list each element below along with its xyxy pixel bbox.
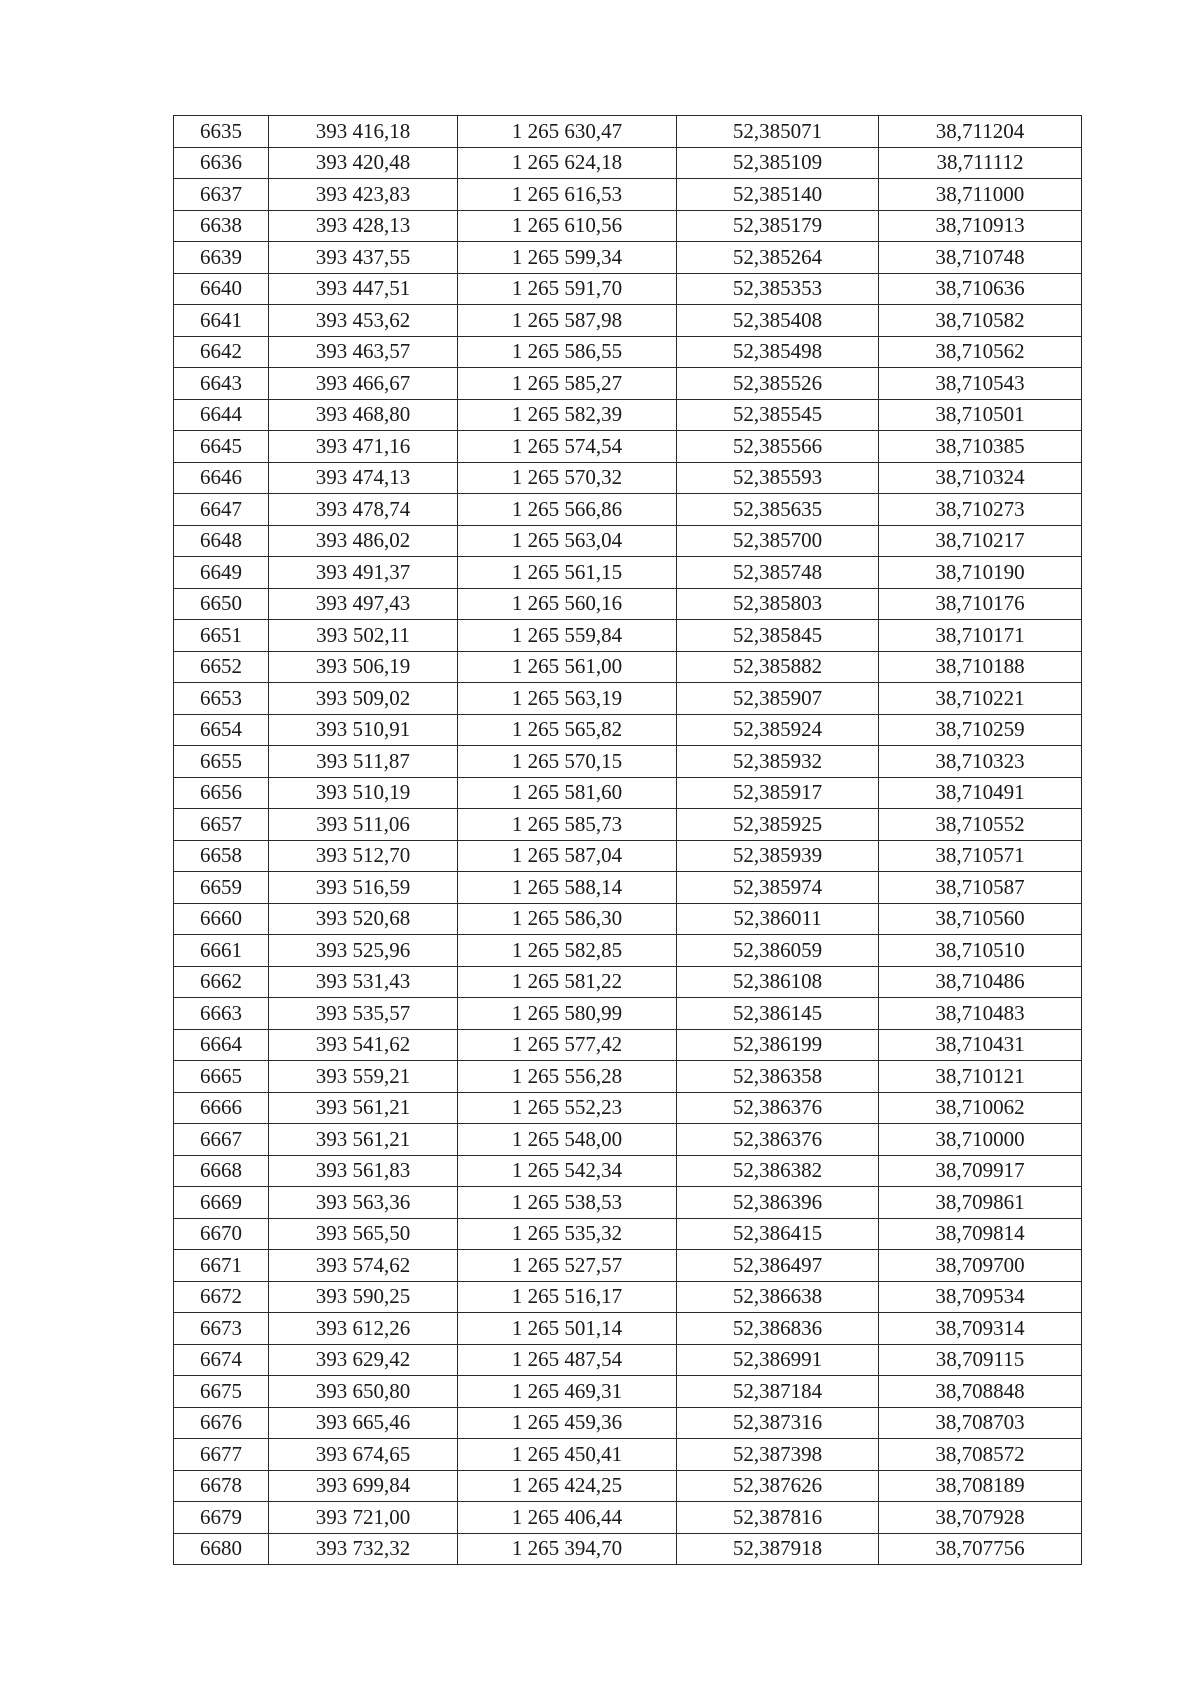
y-coordinate-cell: 1 265 394,70 xyxy=(458,1533,677,1565)
longitude-cell: 38,710913 xyxy=(879,210,1082,242)
longitude-cell: 38,710324 xyxy=(879,462,1082,494)
table-row xyxy=(174,368,1082,400)
table-row xyxy=(174,273,1082,305)
point-number-cell: 6668 xyxy=(174,1155,269,1187)
x-coordinate-cell: 393 574,62 xyxy=(269,1250,458,1282)
table-row xyxy=(174,557,1082,589)
y-coordinate-cell: 1 265 566,86 xyxy=(458,494,677,526)
latitude-cell: 52,385593 xyxy=(677,462,879,494)
x-coordinate-cell: 393 474,13 xyxy=(269,462,458,494)
latitude-cell: 52,385939 xyxy=(677,840,879,872)
latitude-cell: 52,385140 xyxy=(677,179,879,211)
x-coordinate-cell: 393 565,50 xyxy=(269,1218,458,1250)
point-number-cell: 6642 xyxy=(174,336,269,368)
y-coordinate-cell: 1 265 538,53 xyxy=(458,1187,677,1219)
x-coordinate-cell: 393 463,57 xyxy=(269,336,458,368)
y-coordinate-cell: 1 265 563,04 xyxy=(458,525,677,557)
table-row xyxy=(174,746,1082,778)
latitude-cell: 52,385803 xyxy=(677,588,879,620)
longitude-cell: 38,709314 xyxy=(879,1313,1082,1345)
latitude-cell: 52,386497 xyxy=(677,1250,879,1282)
point-number-cell: 6647 xyxy=(174,494,269,526)
y-coordinate-cell: 1 265 501,14 xyxy=(458,1313,677,1345)
coordinates-table-body xyxy=(174,116,1082,1565)
x-coordinate-cell: 393 612,26 xyxy=(269,1313,458,1345)
table-row xyxy=(174,462,1082,494)
latitude-cell: 52,385408 xyxy=(677,305,879,337)
longitude-cell: 38,710385 xyxy=(879,431,1082,463)
y-coordinate-cell: 1 265 585,73 xyxy=(458,809,677,841)
y-coordinate-cell: 1 265 542,34 xyxy=(458,1155,677,1187)
latitude-cell: 52,386638 xyxy=(677,1281,879,1313)
table-row xyxy=(174,777,1082,809)
point-number-cell: 6675 xyxy=(174,1376,269,1408)
y-coordinate-cell: 1 265 577,42 xyxy=(458,1029,677,1061)
table-row xyxy=(174,966,1082,998)
latitude-cell: 52,386108 xyxy=(677,966,879,998)
longitude-cell: 38,711000 xyxy=(879,179,1082,211)
latitude-cell: 52,386358 xyxy=(677,1061,879,1093)
point-number-cell: 6652 xyxy=(174,651,269,683)
x-coordinate-cell: 393 732,32 xyxy=(269,1533,458,1565)
point-number-cell: 6664 xyxy=(174,1029,269,1061)
coordinates-table xyxy=(173,115,1082,1565)
x-coordinate-cell: 393 650,80 xyxy=(269,1376,458,1408)
latitude-cell: 52,386011 xyxy=(677,903,879,935)
latitude-cell: 52,386199 xyxy=(677,1029,879,1061)
y-coordinate-cell: 1 265 570,15 xyxy=(458,746,677,778)
table-row xyxy=(174,1124,1082,1156)
y-coordinate-cell: 1 265 559,84 xyxy=(458,620,677,652)
longitude-cell: 38,708703 xyxy=(879,1407,1082,1439)
point-number-cell: 6678 xyxy=(174,1470,269,1502)
longitude-cell: 38,710543 xyxy=(879,368,1082,400)
point-number-cell: 6637 xyxy=(174,179,269,211)
table-row xyxy=(174,336,1082,368)
table-row xyxy=(174,1313,1082,1345)
x-coordinate-cell: 393 531,43 xyxy=(269,966,458,998)
point-number-cell: 6639 xyxy=(174,242,269,274)
longitude-cell: 38,710582 xyxy=(879,305,1082,337)
longitude-cell: 38,710176 xyxy=(879,588,1082,620)
table-row xyxy=(174,1092,1082,1124)
longitude-cell: 38,710217 xyxy=(879,525,1082,557)
latitude-cell: 52,387918 xyxy=(677,1533,879,1565)
table-row xyxy=(174,525,1082,557)
table-row xyxy=(174,714,1082,746)
y-coordinate-cell: 1 265 587,04 xyxy=(458,840,677,872)
y-coordinate-cell: 1 265 630,47 xyxy=(458,116,677,148)
point-number-cell: 6670 xyxy=(174,1218,269,1250)
latitude-cell: 52,385917 xyxy=(677,777,879,809)
x-coordinate-cell: 393 509,02 xyxy=(269,683,458,715)
longitude-cell: 38,710552 xyxy=(879,809,1082,841)
longitude-cell: 38,709115 xyxy=(879,1344,1082,1376)
longitude-cell: 38,710431 xyxy=(879,1029,1082,1061)
latitude-cell: 52,387316 xyxy=(677,1407,879,1439)
latitude-cell: 52,387184 xyxy=(677,1376,879,1408)
table-row xyxy=(174,210,1082,242)
latitude-cell: 52,385974 xyxy=(677,872,879,904)
x-coordinate-cell: 393 497,43 xyxy=(269,588,458,620)
latitude-cell: 52,387626 xyxy=(677,1470,879,1502)
point-number-cell: 6638 xyxy=(174,210,269,242)
y-coordinate-cell: 1 265 527,57 xyxy=(458,1250,677,1282)
y-coordinate-cell: 1 265 561,00 xyxy=(458,651,677,683)
table-row xyxy=(174,1029,1082,1061)
y-coordinate-cell: 1 265 616,53 xyxy=(458,179,677,211)
y-coordinate-cell: 1 265 556,28 xyxy=(458,1061,677,1093)
longitude-cell: 38,710221 xyxy=(879,683,1082,715)
point-number-cell: 6661 xyxy=(174,935,269,967)
x-coordinate-cell: 393 447,51 xyxy=(269,273,458,305)
point-number-cell: 6645 xyxy=(174,431,269,463)
x-coordinate-cell: 393 561,83 xyxy=(269,1155,458,1187)
point-number-cell: 6658 xyxy=(174,840,269,872)
x-coordinate-cell: 393 525,96 xyxy=(269,935,458,967)
point-number-cell: 6646 xyxy=(174,462,269,494)
x-coordinate-cell: 393 506,19 xyxy=(269,651,458,683)
latitude-cell: 52,386415 xyxy=(677,1218,879,1250)
x-coordinate-cell: 393 535,57 xyxy=(269,998,458,1030)
longitude-cell: 38,710560 xyxy=(879,903,1082,935)
table-row xyxy=(174,1187,1082,1219)
point-number-cell: 6644 xyxy=(174,399,269,431)
table-row xyxy=(174,1344,1082,1376)
longitude-cell: 38,710491 xyxy=(879,777,1082,809)
x-coordinate-cell: 393 453,62 xyxy=(269,305,458,337)
point-number-cell: 6655 xyxy=(174,746,269,778)
point-number-cell: 6650 xyxy=(174,588,269,620)
table-row xyxy=(174,1281,1082,1313)
point-number-cell: 6669 xyxy=(174,1187,269,1219)
y-coordinate-cell: 1 265 580,99 xyxy=(458,998,677,1030)
point-number-cell: 6672 xyxy=(174,1281,269,1313)
latitude-cell: 52,386059 xyxy=(677,935,879,967)
table-row xyxy=(174,903,1082,935)
point-number-cell: 6667 xyxy=(174,1124,269,1156)
longitude-cell: 38,709700 xyxy=(879,1250,1082,1282)
latitude-cell: 52,385109 xyxy=(677,147,879,179)
point-number-cell: 6662 xyxy=(174,966,269,998)
point-number-cell: 6671 xyxy=(174,1250,269,1282)
y-coordinate-cell: 1 265 599,34 xyxy=(458,242,677,274)
longitude-cell: 38,707756 xyxy=(879,1533,1082,1565)
longitude-cell: 38,708848 xyxy=(879,1376,1082,1408)
table-row xyxy=(174,1533,1082,1565)
x-coordinate-cell: 393 665,46 xyxy=(269,1407,458,1439)
table-row xyxy=(174,588,1082,620)
y-coordinate-cell: 1 265 582,39 xyxy=(458,399,677,431)
table-row xyxy=(174,1250,1082,1282)
x-coordinate-cell: 393 491,37 xyxy=(269,557,458,589)
latitude-cell: 52,385498 xyxy=(677,336,879,368)
table-row xyxy=(174,1061,1082,1093)
x-coordinate-cell: 393 471,16 xyxy=(269,431,458,463)
y-coordinate-cell: 1 265 516,17 xyxy=(458,1281,677,1313)
longitude-cell: 38,710571 xyxy=(879,840,1082,872)
latitude-cell: 52,386836 xyxy=(677,1313,879,1345)
x-coordinate-cell: 393 502,11 xyxy=(269,620,458,652)
longitude-cell: 38,710510 xyxy=(879,935,1082,967)
point-number-cell: 6656 xyxy=(174,777,269,809)
x-coordinate-cell: 393 699,84 xyxy=(269,1470,458,1502)
point-number-cell: 6648 xyxy=(174,525,269,557)
table-row xyxy=(174,1155,1082,1187)
x-coordinate-cell: 393 520,68 xyxy=(269,903,458,935)
latitude-cell: 52,385071 xyxy=(677,116,879,148)
longitude-cell: 38,711112 xyxy=(879,147,1082,179)
y-coordinate-cell: 1 265 624,18 xyxy=(458,147,677,179)
y-coordinate-cell: 1 265 548,00 xyxy=(458,1124,677,1156)
point-number-cell: 6635 xyxy=(174,116,269,148)
y-coordinate-cell: 1 265 574,54 xyxy=(458,431,677,463)
point-number-cell: 6674 xyxy=(174,1344,269,1376)
longitude-cell: 38,710748 xyxy=(879,242,1082,274)
table-row xyxy=(174,809,1082,841)
point-number-cell: 6666 xyxy=(174,1092,269,1124)
table-row xyxy=(174,1470,1082,1502)
x-coordinate-cell: 393 721,00 xyxy=(269,1502,458,1534)
longitude-cell: 38,710062 xyxy=(879,1092,1082,1124)
table-row xyxy=(174,242,1082,274)
y-coordinate-cell: 1 265 581,22 xyxy=(458,966,677,998)
point-number-cell: 6643 xyxy=(174,368,269,400)
table-row xyxy=(174,1376,1082,1408)
x-coordinate-cell: 393 486,02 xyxy=(269,525,458,557)
point-number-cell: 6663 xyxy=(174,998,269,1030)
longitude-cell: 38,710483 xyxy=(879,998,1082,1030)
longitude-cell: 38,710171 xyxy=(879,620,1082,652)
point-number-cell: 6660 xyxy=(174,903,269,935)
latitude-cell: 52,387398 xyxy=(677,1439,879,1471)
x-coordinate-cell: 393 510,91 xyxy=(269,714,458,746)
longitude-cell: 38,710188 xyxy=(879,651,1082,683)
x-coordinate-cell: 393 468,80 xyxy=(269,399,458,431)
longitude-cell: 38,709861 xyxy=(879,1187,1082,1219)
table-row xyxy=(174,116,1082,148)
x-coordinate-cell: 393 561,21 xyxy=(269,1124,458,1156)
latitude-cell: 52,385700 xyxy=(677,525,879,557)
longitude-cell: 38,710259 xyxy=(879,714,1082,746)
point-number-cell: 6653 xyxy=(174,683,269,715)
x-coordinate-cell: 393 541,62 xyxy=(269,1029,458,1061)
table-row xyxy=(174,1218,1082,1250)
x-coordinate-cell: 393 478,74 xyxy=(269,494,458,526)
y-coordinate-cell: 1 265 581,60 xyxy=(458,777,677,809)
longitude-cell: 38,707928 xyxy=(879,1502,1082,1534)
longitude-cell: 38,710486 xyxy=(879,966,1082,998)
latitude-cell: 52,385932 xyxy=(677,746,879,778)
longitude-cell: 38,711204 xyxy=(879,116,1082,148)
latitude-cell: 52,386991 xyxy=(677,1344,879,1376)
x-coordinate-cell: 393 511,87 xyxy=(269,746,458,778)
longitude-cell: 38,708572 xyxy=(879,1439,1082,1471)
x-coordinate-cell: 393 512,70 xyxy=(269,840,458,872)
point-number-cell: 6657 xyxy=(174,809,269,841)
longitude-cell: 38,708189 xyxy=(879,1470,1082,1502)
point-number-cell: 6680 xyxy=(174,1533,269,1565)
x-coordinate-cell: 393 423,83 xyxy=(269,179,458,211)
y-coordinate-cell: 1 265 424,25 xyxy=(458,1470,677,1502)
y-coordinate-cell: 1 265 487,54 xyxy=(458,1344,677,1376)
x-coordinate-cell: 393 590,25 xyxy=(269,1281,458,1313)
x-coordinate-cell: 393 437,55 xyxy=(269,242,458,274)
latitude-cell: 52,385545 xyxy=(677,399,879,431)
x-coordinate-cell: 393 674,65 xyxy=(269,1439,458,1471)
y-coordinate-cell: 1 265 591,70 xyxy=(458,273,677,305)
latitude-cell: 52,385925 xyxy=(677,809,879,841)
table-row xyxy=(174,620,1082,652)
latitude-cell: 52,386145 xyxy=(677,998,879,1030)
y-coordinate-cell: 1 265 535,32 xyxy=(458,1218,677,1250)
longitude-cell: 38,710273 xyxy=(879,494,1082,526)
point-number-cell: 6651 xyxy=(174,620,269,652)
y-coordinate-cell: 1 265 586,30 xyxy=(458,903,677,935)
table-row xyxy=(174,1502,1082,1534)
point-number-cell: 6677 xyxy=(174,1439,269,1471)
y-coordinate-cell: 1 265 450,41 xyxy=(458,1439,677,1471)
y-coordinate-cell: 1 265 560,16 xyxy=(458,588,677,620)
x-coordinate-cell: 393 511,06 xyxy=(269,809,458,841)
latitude-cell: 52,385882 xyxy=(677,651,879,683)
latitude-cell: 52,387816 xyxy=(677,1502,879,1534)
y-coordinate-cell: 1 265 459,36 xyxy=(458,1407,677,1439)
x-coordinate-cell: 393 416,18 xyxy=(269,116,458,148)
x-coordinate-cell: 393 559,21 xyxy=(269,1061,458,1093)
table-row xyxy=(174,683,1082,715)
x-coordinate-cell: 393 516,59 xyxy=(269,872,458,904)
longitude-cell: 38,710323 xyxy=(879,746,1082,778)
table-row xyxy=(174,179,1082,211)
x-coordinate-cell: 393 466,67 xyxy=(269,368,458,400)
x-coordinate-cell: 393 428,13 xyxy=(269,210,458,242)
table-row xyxy=(174,305,1082,337)
table-row xyxy=(174,1439,1082,1471)
longitude-cell: 38,710562 xyxy=(879,336,1082,368)
table-row xyxy=(174,935,1082,967)
x-coordinate-cell: 393 420,48 xyxy=(269,147,458,179)
y-coordinate-cell: 1 265 561,15 xyxy=(458,557,677,589)
longitude-cell: 38,710636 xyxy=(879,273,1082,305)
y-coordinate-cell: 1 265 552,23 xyxy=(458,1092,677,1124)
latitude-cell: 52,386382 xyxy=(677,1155,879,1187)
y-coordinate-cell: 1 265 469,31 xyxy=(458,1376,677,1408)
latitude-cell: 52,385907 xyxy=(677,683,879,715)
table-row xyxy=(174,431,1082,463)
y-coordinate-cell: 1 265 570,32 xyxy=(458,462,677,494)
latitude-cell: 52,386376 xyxy=(677,1124,879,1156)
point-number-cell: 6654 xyxy=(174,714,269,746)
x-coordinate-cell: 393 629,42 xyxy=(269,1344,458,1376)
table-row xyxy=(174,399,1082,431)
longitude-cell: 38,710501 xyxy=(879,399,1082,431)
x-coordinate-cell: 393 510,19 xyxy=(269,777,458,809)
table-row xyxy=(174,147,1082,179)
y-coordinate-cell: 1 265 565,82 xyxy=(458,714,677,746)
x-coordinate-cell: 393 563,36 xyxy=(269,1187,458,1219)
point-number-cell: 6676 xyxy=(174,1407,269,1439)
table-row xyxy=(174,872,1082,904)
latitude-cell: 52,385635 xyxy=(677,494,879,526)
longitude-cell: 38,710121 xyxy=(879,1061,1082,1093)
y-coordinate-cell: 1 265 610,56 xyxy=(458,210,677,242)
latitude-cell: 52,386376 xyxy=(677,1092,879,1124)
table-row xyxy=(174,651,1082,683)
y-coordinate-cell: 1 265 563,19 xyxy=(458,683,677,715)
point-number-cell: 6679 xyxy=(174,1502,269,1534)
latitude-cell: 52,386396 xyxy=(677,1187,879,1219)
point-number-cell: 6641 xyxy=(174,305,269,337)
table-row xyxy=(174,840,1082,872)
latitude-cell: 52,385179 xyxy=(677,210,879,242)
y-coordinate-cell: 1 265 585,27 xyxy=(458,368,677,400)
point-number-cell: 6665 xyxy=(174,1061,269,1093)
point-number-cell: 6640 xyxy=(174,273,269,305)
latitude-cell: 52,385748 xyxy=(677,557,879,589)
longitude-cell: 38,710190 xyxy=(879,557,1082,589)
point-number-cell: 6649 xyxy=(174,557,269,589)
latitude-cell: 52,385526 xyxy=(677,368,879,400)
latitude-cell: 52,385566 xyxy=(677,431,879,463)
latitude-cell: 52,385924 xyxy=(677,714,879,746)
longitude-cell: 38,710587 xyxy=(879,872,1082,904)
x-coordinate-cell: 393 561,21 xyxy=(269,1092,458,1124)
longitude-cell: 38,710000 xyxy=(879,1124,1082,1156)
y-coordinate-cell: 1 265 587,98 xyxy=(458,305,677,337)
table-row xyxy=(174,998,1082,1030)
point-number-cell: 6636 xyxy=(174,147,269,179)
longitude-cell: 38,709534 xyxy=(879,1281,1082,1313)
point-number-cell: 6659 xyxy=(174,872,269,904)
longitude-cell: 38,709917 xyxy=(879,1155,1082,1187)
latitude-cell: 52,385353 xyxy=(677,273,879,305)
y-coordinate-cell: 1 265 586,55 xyxy=(458,336,677,368)
latitude-cell: 52,385264 xyxy=(677,242,879,274)
longitude-cell: 38,709814 xyxy=(879,1218,1082,1250)
table-row xyxy=(174,494,1082,526)
y-coordinate-cell: 1 265 582,85 xyxy=(458,935,677,967)
table-row xyxy=(174,1407,1082,1439)
y-coordinate-cell: 1 265 406,44 xyxy=(458,1502,677,1534)
latitude-cell: 52,385845 xyxy=(677,620,879,652)
y-coordinate-cell: 1 265 588,14 xyxy=(458,872,677,904)
point-number-cell: 6673 xyxy=(174,1313,269,1345)
